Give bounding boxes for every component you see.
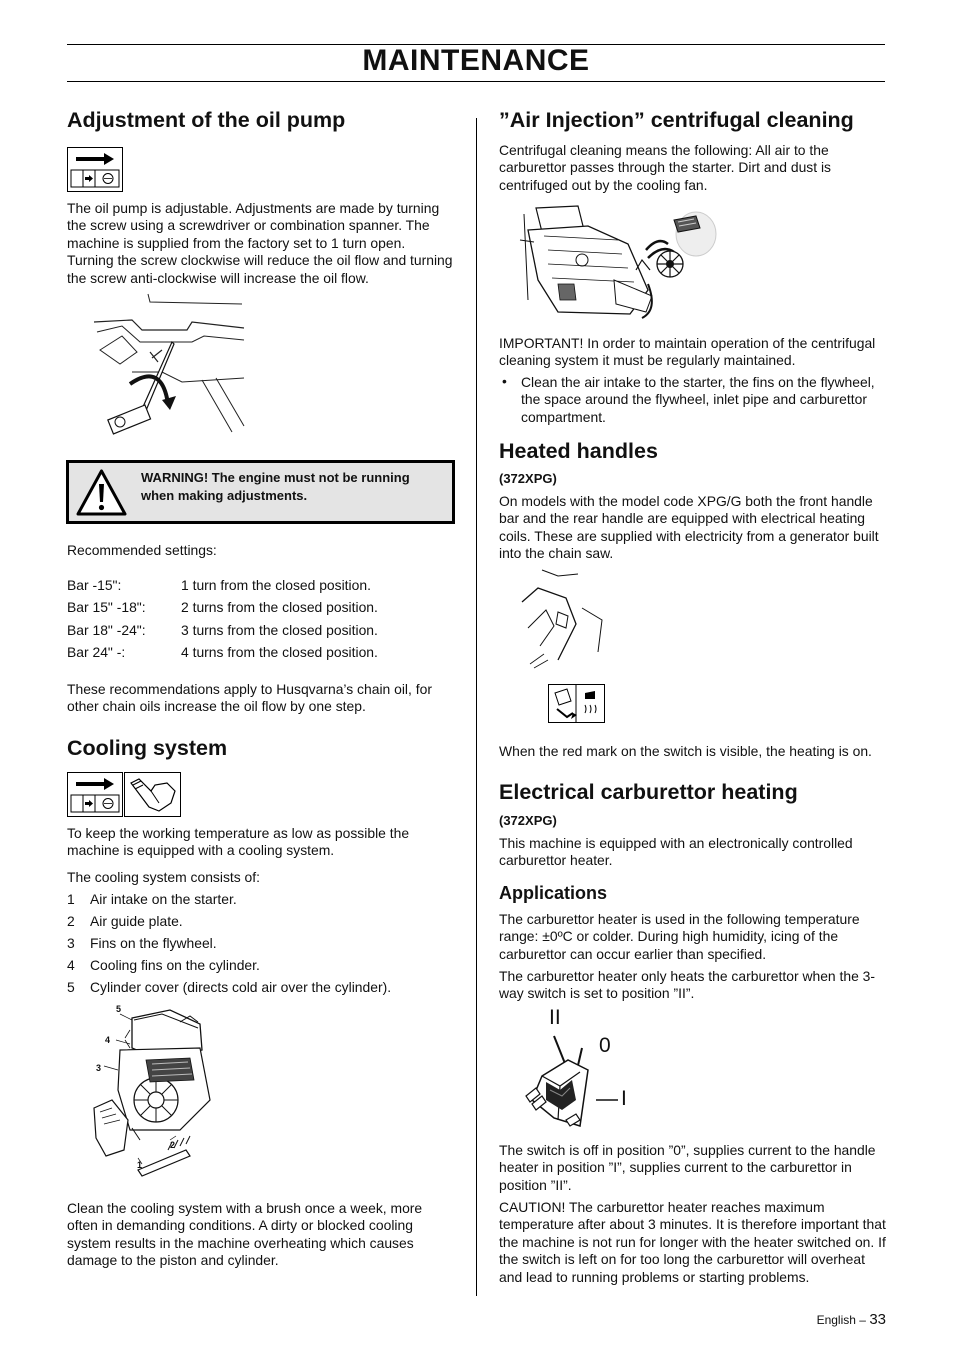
heated-handle-switch-illustration xyxy=(518,568,610,692)
page-footer xyxy=(817,1311,886,1328)
glove-icon xyxy=(124,772,181,817)
switch-positions-paragraph: The switch is off in position ”0”, supplies current to the handle heater in position ”I”, supplies current to the carburettor in position ”II”. xyxy=(499,1142,876,1193)
bar-length: Bar 18" -24": xyxy=(67,622,146,638)
callout-4: 4 xyxy=(105,1035,111,1045)
footer-dash: – xyxy=(859,1313,866,1327)
turns-value: 4 turns from the closed position. xyxy=(181,644,378,660)
switch-position-ii-label: II xyxy=(549,1006,561,1029)
carb-heating-model: (372XPG) xyxy=(499,813,557,828)
column-divider xyxy=(476,118,477,1296)
bar-length: Bar 24" -: xyxy=(67,644,126,660)
cooling-paragraph: To keep the working temperature as low as possible the machine is equipped with a cooling system. xyxy=(67,825,410,859)
important-paragraph: IMPORTANT! In order to maintain operation of the centrifugal cleaning system it must be regularly maintained. xyxy=(499,335,876,369)
bar-length: Bar 15" -18": xyxy=(67,599,146,615)
air-injection-bullet: Clean the air intake to the starter, the fins on the flywheel, the space around the flywheel, inlet pipe and carburettor compartment. xyxy=(521,374,875,425)
bullet-dot: • xyxy=(502,373,507,389)
chain-oil-note: These recommendations apply to Husqvarna’s chain oil, for other chain oils increase the oil flow by one step. xyxy=(67,681,432,715)
heated-handles-heading: Heated handles xyxy=(499,439,658,463)
warning-box xyxy=(66,460,455,524)
applications-heading: Applications xyxy=(499,883,608,903)
bar-length: Bar -15": xyxy=(67,577,122,593)
warning-triangle-icon xyxy=(76,468,127,517)
page-title: MAINTENANCE xyxy=(362,44,590,77)
switch-position-0-label: 0 xyxy=(599,1034,611,1057)
turns-value: 2 turns from the closed position. xyxy=(181,599,378,615)
recommended-settings-label: Recommended settings: xyxy=(67,542,217,558)
air-injection-heading: ”Air Injection” centrifugal cleaning xyxy=(499,108,854,132)
chainsaw-air-injection-illustration xyxy=(518,200,716,324)
callout-1: 1 xyxy=(137,1160,143,1170)
carb-heating-heading: Electrical carburettor heating xyxy=(499,780,798,804)
oil-pump-paragraph: The oil pump is adjustable. Adjustments are made by turning the screw using a screwdriver or combination spanner. The machine is supplied from the factory set to 1 turn open. Turning the screw clockwise will reduce the oil flow and turning the screw anti-clockwise will increase the oil flow. xyxy=(67,200,453,286)
cooling-consists-label: The cooling system consists of: xyxy=(67,869,261,885)
heated-handles-model: (372XPG) xyxy=(499,471,557,486)
callout-3: 3 xyxy=(96,1063,102,1073)
footer-language: English xyxy=(816,1313,856,1327)
applications-paragraph-1: The carburettor heater is used in the following temperature range: ±0ºC or colder. During high humidity, icing of the carburettor can occur earlier than specified. xyxy=(499,911,860,962)
switch-visible-note: When the red mark on the switch is visible, the heating is on. xyxy=(499,743,872,759)
warning-text: WARNING! The engine must not be running when making adjustments. xyxy=(141,470,410,503)
cooling-system-heading: Cooling system xyxy=(67,736,228,760)
callout-2: 2 xyxy=(170,1140,176,1150)
carb-heating-paragraph: This machine is equipped with an electronically controlled carburettor heater. xyxy=(499,835,853,869)
applications-paragraph-2: The carburettor heater only heats the carburettor when the 3-way switch is set to position ”II”. xyxy=(499,968,876,1002)
air-injection-paragraph: Centrifugal cleaning means the following: All air to the carburettor passes through the starter. Dirt and dust is centrifuged out by the cooling fan. xyxy=(499,142,831,193)
turns-value: 1 turn from the closed position. xyxy=(181,577,371,593)
maintenance-symbol-icon xyxy=(67,772,123,817)
maintenance-symbol-icon xyxy=(67,147,123,192)
turns-value: 3 turns from the closed position. xyxy=(181,622,378,638)
heated-handles-paragraph: On models with the model code XPG/G both the front handle bar and the rear handle are equipped with electrical heating coils. These are supplied with electricity from a generator built into the chain saw. xyxy=(499,493,879,562)
header-bottom-rule xyxy=(67,81,885,82)
oil-pump-adjustment-illustration xyxy=(92,292,252,442)
heated-handle-symbol-icon xyxy=(548,684,605,723)
caution-paragraph: CAUTION! The carburettor heater reaches maximum temperature after about 3 minutes. It is therefore important that the machine is not run for longer with the heater switched on. If the switch is left on for too long the carburettor will overheat and lead to running problems or starting problems. xyxy=(499,1199,886,1285)
switch-position-i-label: I xyxy=(621,1087,627,1110)
callout-5: 5 xyxy=(116,1004,122,1014)
cooling-cleaning-paragraph: Clean the cooling system with a brush once a week, more often in demanding conditions. A dirty or blocked cooling system results in the machine overheating which causes damage to the piston and cylinder. xyxy=(67,1200,423,1269)
oil-pump-heading: Adjustment of the oil pump xyxy=(67,108,346,132)
cooling-system-illustration xyxy=(90,1000,230,1180)
page-number: 33 xyxy=(869,1311,886,1328)
